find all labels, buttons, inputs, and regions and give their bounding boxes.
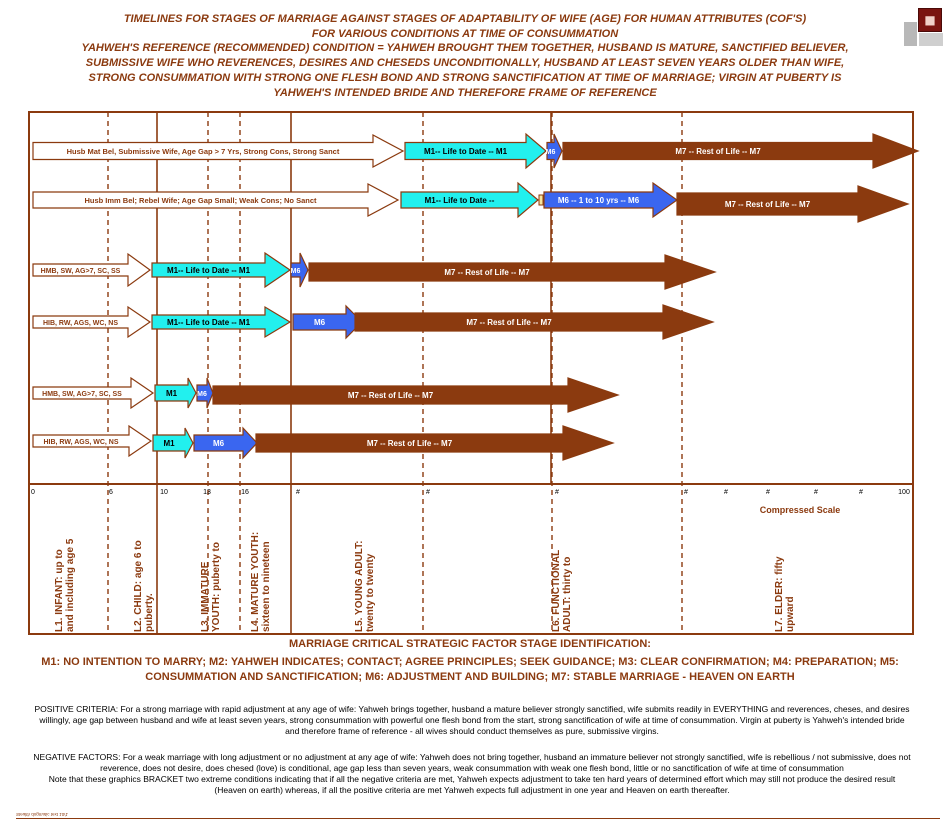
timeline-6-m1-arrow — [153, 428, 193, 458]
life-stage-line: L6. FUNCTIONAL — [551, 549, 562, 632]
title-line: TIMELINES FOR STAGES OF MARRIAGE AGAINST STAGES OF ADAPTABILITY OF WIFE (AGE) FOR HUMAN ATTRIBUTES (COF'S) — [123, 13, 807, 25]
timeline-1-lead-arrow — [33, 135, 403, 167]
timeline-4-m7-arrow-label: M7 -- Rest of Life -- M7 — [466, 318, 552, 327]
scale-tick-label: # — [814, 489, 818, 496]
scale-tick-label: 13 — [203, 489, 211, 496]
positive-criteria: POSITIVE CRITERIA: For a strong marriage with rapid adjustment at any age of wife: Yahweh brings together, husband a mature believer strongly sanctified, wife submits readily in EVERYTHING and reverences, cheses, and desires willingly, age gap between husband and wife at least seven years, strong consummation with powerful one flesh bond from the start, strong sanctification of wife at time of consummation. Virgin at puberty is Yahweh's intended bride and therefore frame of reference - all wives should conduct themselves as pure, submissive virgins. — [34, 704, 910, 736]
app-logo-icon[interactable]: ■ — [918, 8, 942, 32]
timeline-6-m1-arrow-label: M1 — [163, 439, 175, 448]
timeline-4-lead-arrow-label: HIB, RW, AGS, WC, NS — [42, 320, 119, 327]
life-stage-label — [134, 502, 154, 632]
title-line: YAHWEH'S REFERENCE (RECOMMENDED) CONDITION = YAHWEH BROUGHT THEM TOGETHER, HUSBAND IS MATURE, SANCTIFIED BELIEVER, — [81, 42, 849, 55]
bracket-note: Note that these graphics BRACKET two extreme conditions indicating that if all the negative criteria are met, Yahweh expects adjustment to take ten hard years of determined effort which may still not produce the desired result (Heaven on earth) whereas, if all the positive criteria are met Yahweh expects full adjustment in one year and Heaven on earth thereafter. — [48, 774, 896, 795]
life-stage-line: and including age 5 — [64, 538, 76, 632]
timeline-3-m1-arrow — [152, 253, 290, 287]
timeline-4-lead-arrow — [33, 307, 150, 337]
life-stage-line: YOUTH: puberty to — [210, 542, 222, 632]
timeline-arrows — [33, 134, 918, 460]
life-stage-line: ADULT: thirty to — [561, 556, 573, 632]
timeline-5-m1-arrow-label: M1 — [165, 389, 178, 398]
title-line: FOR VARIOUS CONDITIONS AT TIME OF CONSUMMATION — [311, 27, 619, 40]
scale-tick-label: # — [766, 489, 770, 496]
scale-tick-label: 16 — [241, 489, 249, 496]
timeline-6-m6-arrow-shape — [194, 428, 257, 458]
stage-identification-heading: MARRIAGE CRITICAL STRATEGIC FACTOR STAGE IDENTIFICATION: — [289, 638, 651, 650]
timeline-5-m1-arrow — [155, 378, 196, 408]
timeline-5-lead-arrow — [33, 378, 153, 408]
scale-ticks — [31, 489, 910, 496]
compressed-scale-label: Compressed Scale — [759, 505, 841, 515]
scale-tick-label: # — [426, 489, 430, 496]
timeline-3-m6-arrow-label: M6 — [290, 268, 301, 275]
timeline-4-m1-arrow — [152, 307, 290, 337]
life-stage-label — [251, 502, 271, 632]
timeline-2-m1-arrow-label: M1-- Life to Date -- — [424, 196, 495, 205]
life-stage-label — [55, 502, 75, 632]
timeline-2-m1-arrow — [401, 183, 538, 217]
timeline-1-lead-arrow-label: Husb Mat Bel, Submissive Wife, Age Gap > 7 Yrs, Strong Cons, Strong Sanct — [66, 147, 340, 156]
timeline-6-m6-arrow-label: M6 — [212, 439, 225, 448]
title-line: STRONG CONSUMMATION WITH STRONG ONE FLESH BOND AND STRONG SANCTIFICATION AT TIME OF MARRIAGE; VIRGIN AT PUBERTY IS — [88, 71, 842, 84]
timeline-2-m7-arrow — [677, 186, 908, 222]
timeline-2-m5-marker — [539, 195, 543, 205]
life-stage-line: L2. CHILD: age 6 to — [133, 540, 144, 632]
timeline-6-m6-arrow — [194, 428, 257, 458]
title-line: YAHWEH'S INTENDED BRIDE AND THEREFORE FRAME OF REFERENCE — [273, 86, 657, 99]
bottom-rule — [16, 818, 940, 819]
timeline-2-m6-arrow — [544, 183, 677, 217]
scale-tick-label: # — [724, 489, 728, 496]
timeline-1-m1-arrow-label: M1-- Life to Date -- M1 — [423, 147, 508, 156]
timeline-3-lead-arrow-label: HMB, SW, AG>7, SC, SS — [40, 268, 121, 275]
timeline-3-m6-arrow — [291, 253, 308, 287]
timeline-2-lead-arrow — [33, 184, 398, 216]
timeline-4-m1-arrow-label: M1-- Life to Date -- M1 — [166, 318, 251, 327]
timeline-5-m7-arrow — [213, 378, 618, 412]
scale-tick-label: 100 — [898, 489, 910, 496]
scale-tick-label: 10 — [160, 489, 168, 496]
timeline-3-lead-arrow — [33, 254, 150, 286]
timeline-5-m6-arrow-label: M6 — [197, 391, 207, 398]
stage-identification-text: M1: NO INTENTION TO MARRY; M2: YAHWEH INDICATES; CONTACT; AGREE PRINCIPLES; SEEK GUIDANCE; M3: CLEAR CONFIRMATION; M4: PREPARATION; M5: CONSUMMATION AND SANCTIFICATION; M6: ADJUSTMENT AND BUILDING; M7: STABLE MARRIAGE - HEAVEN ON EARTH — [41, 656, 899, 683]
timeline-3-m7-arrow-label: M7 -- Rest of Life -- M7 — [444, 268, 530, 277]
life-stage-line: twenty to twenty — [364, 553, 376, 632]
scale-tick-label: # — [296, 489, 300, 496]
timeline-5-m7-arrow-label: M7 -- Rest of Life -- M7 — [347, 391, 434, 400]
timeline-1-m1-arrow — [405, 134, 546, 168]
scale-tick-label: 6 — [109, 489, 113, 496]
timeline-3-m7-arrow — [309, 255, 715, 289]
life-stage-line: sixteen to nineteen — [260, 541, 272, 632]
timeline-5-m6-arrow — [197, 378, 213, 408]
life-stage-label — [355, 502, 375, 632]
life-stage-line: upward — [784, 596, 796, 632]
life-stage-line: puberty. — [143, 593, 155, 632]
title-line: SUBMISSIVE WIFE WHO REVERENCES, DESIRES AND CHESEDS UNCONDITIONALLY, HUSBAND AT LEAST SEVEN YEARS OLDER THAN WIFE, — [85, 57, 845, 70]
scale-tick-label: # — [555, 489, 559, 496]
life-stage-line: L3. IMMATURE — [200, 561, 211, 632]
timeline-3-m1-arrow-label: M1-- Life to Date -- M1 — [166, 266, 251, 275]
life-stage-line: L5. YOUNG ADULT: — [354, 540, 365, 632]
timeline-5-lead-arrow-label: HMB, SW, AG>7, SC, SS — [42, 391, 122, 398]
timeline-1-m6-arrow-label: M6 — [545, 149, 556, 156]
timeline-6-lead-arrow-label: HIB, RW, AGS, WC, NS — [43, 439, 119, 446]
timeline-2-m7-arrow-label: M7 -- Rest of Life -- M7 — [724, 200, 811, 209]
mirrored-footer-note: Stealth dogmatic text 10/1 — [16, 812, 69, 817]
scale-tick-label: # — [684, 489, 688, 496]
life-stage-line: L1. INFANT: up to — [54, 549, 65, 632]
timeline-6-m7-arrow — [256, 426, 613, 460]
scale-tick-label: 0 — [31, 489, 35, 496]
timeline-1-m7-arrow — [563, 134, 918, 168]
timeline-4-m6-arrow — [293, 306, 362, 338]
negative-factors-text: NEGATIVE FACTORS: For a weak marriage with long adjustment or no adjustment at any age of wife: Yahweh does not bring together, husband an immature believer not strongly sanctified, wife is rebellious / not submissive, does not reverence, does not desire, does chesed (love) is conditional, age gap less than seven years, weak consummation with weak one flesh bond, little or no sanctification of wife at time of consummation — [33, 752, 911, 773]
timeline-2-lead-arrow-label: Husb Imm Bel; Rebel Wife; Age Gap Small; Weak Cons; No Sanct — [84, 196, 317, 205]
timeline-6-m7-arrow-label: M7 -- Rest of Life -- M7 — [366, 439, 453, 448]
timeline-4-m7-arrow — [355, 305, 713, 339]
life-stage-label — [775, 502, 795, 632]
timeline-1-m6-arrow — [546, 134, 562, 168]
life-stage-label — [552, 502, 572, 632]
timeline-6-lead-arrow — [33, 426, 151, 456]
life-stage-label — [201, 502, 221, 632]
negative-factors — [32, 752, 912, 796]
timeline-1-m7-arrow-label: M7 -- Rest of Life -- M7 — [675, 147, 761, 156]
timeline-2-m6-arrow-label: M6 -- 1 to 10 yrs -- M6 — [557, 196, 640, 205]
timeline-4-m6-arrow-shape — [293, 306, 362, 338]
scale-tick-label: # — [859, 489, 863, 496]
life-stage-line: L4. MATURE YOUTH: — [250, 531, 261, 632]
stage-dividers — [108, 112, 682, 634]
timeline-4-m6-arrow-label: M6 — [313, 318, 326, 327]
chart-frame — [29, 112, 913, 484]
life-stage-line: L7. ELDER: fifty — [774, 556, 785, 632]
